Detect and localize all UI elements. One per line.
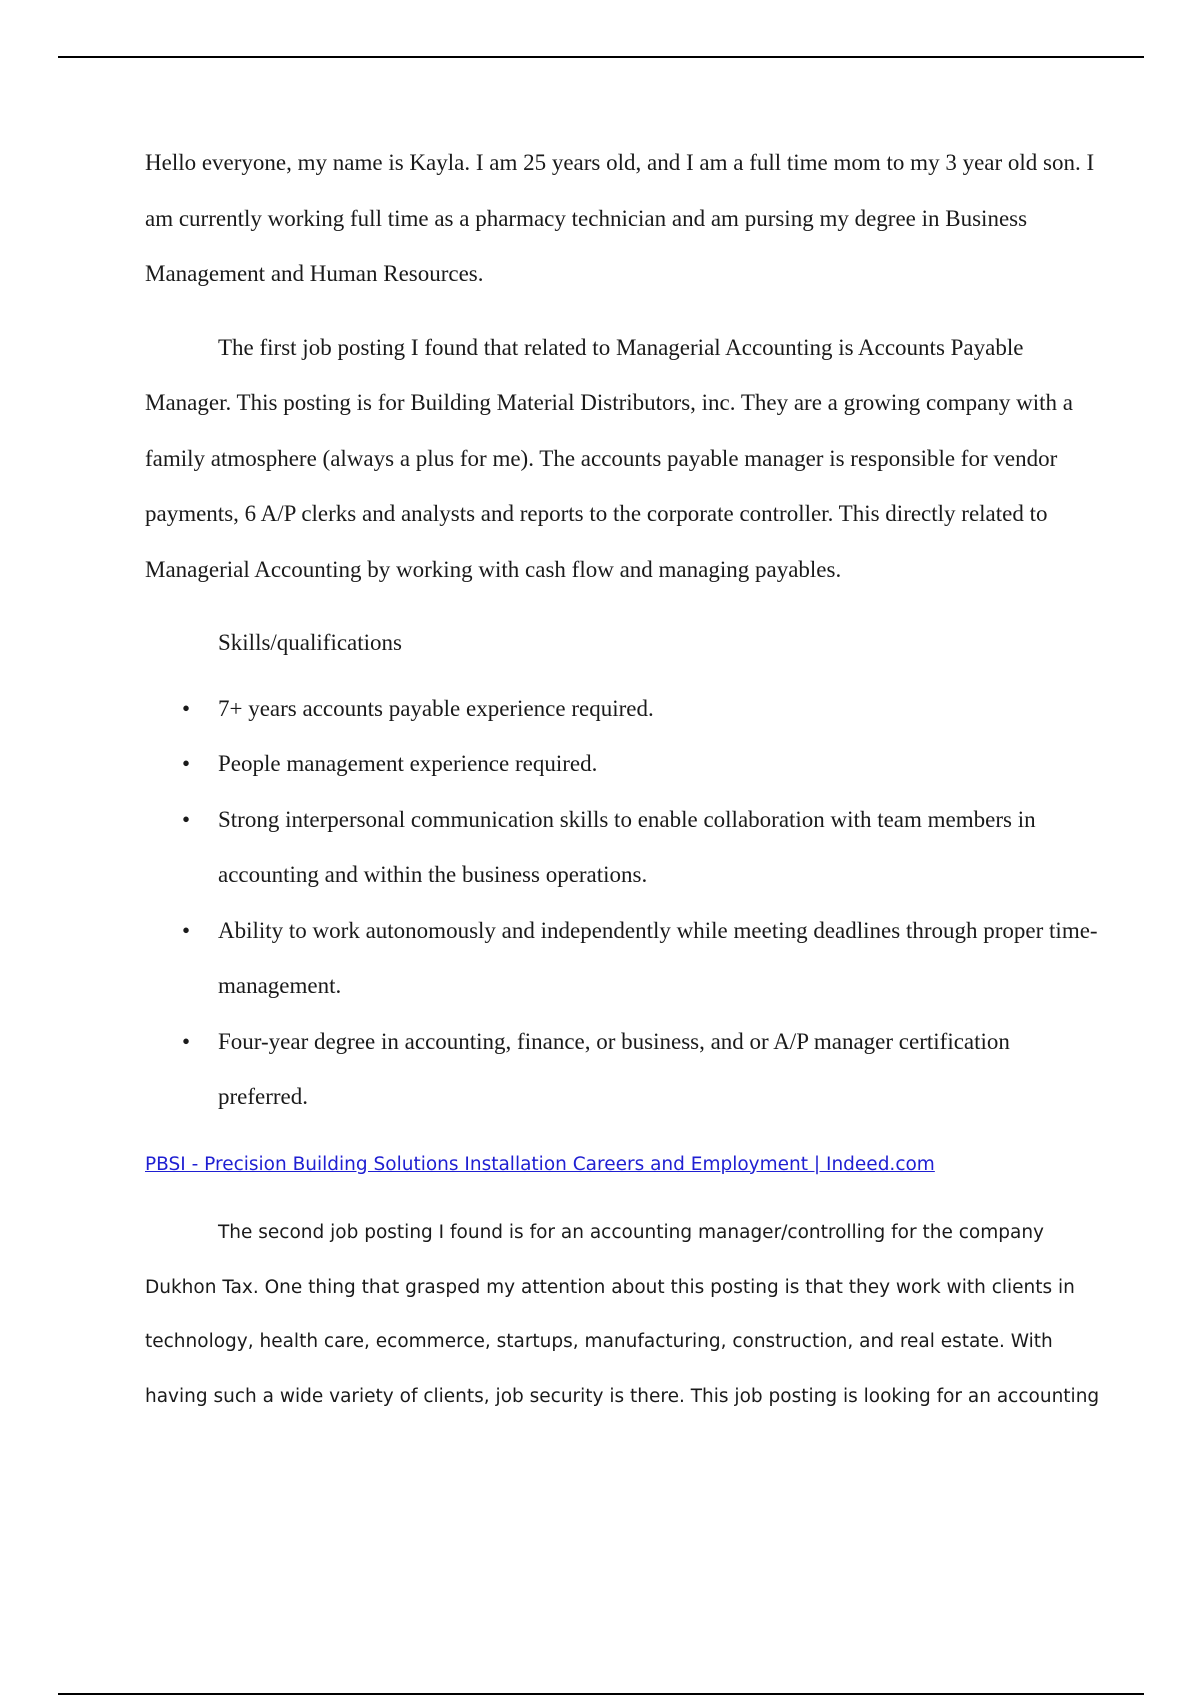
skill-text: Ability to work autonomously and independently while meeting deadlines through proper time-management. (218, 917, 1098, 998)
job2-paragraph: The second job posting I found is for an accounting manager/controlling for the company Dukhon Tax. One thing that grasped my attention about this posting is that they work with clients in technology, health care, ecommerce, startups, manufacturing, construction, and real estate. With having such a wide variety of clients, job security is there. This job posting is looking for an accounting (145, 1222, 1100, 1407)
skills-list-item (145, 681, 1100, 737)
bottom-rule (58, 1693, 1144, 1695)
skills-heading: Skills/qualifications (218, 630, 402, 655)
bullet-icon: • (182, 695, 191, 721)
job1-paragraph: The first job posting I found that related to Managerial Accounting is Accounts Payable Manager. This posting is for Building Material Distributors, inc. They are a growing company with a family atmosphere (always a plus for me). The accounts payable manager is responsible for vendor payments, 6 A/P clerks and analysts and reports to the corporate controller. This directly related to Managerial Accounting by working with cash flow and managing payables. (145, 334, 1073, 582)
top-rule (58, 56, 1144, 58)
skills-list-item (145, 1014, 1100, 1125)
indeed-job-link[interactable]: PBSI - Precision Building Solutions Installation Careers and Employment | Indeed.com (145, 1153, 935, 1175)
skills-list (145, 681, 1100, 1125)
document-body (145, 135, 1100, 1424)
skill-text: Strong interpersonal communication skills to enable collaboration with team members in accounting and within the business operations. (218, 806, 1036, 887)
bullet-icon: • (182, 917, 191, 943)
skill-text: People management experience required. (218, 751, 598, 776)
intro-paragraph: Hello everyone, my name is Kayla. I am 25 years old, and I am a full time mom to my 3 year old son. I am currently working full time as a pharmacy technician and am pursing my degree in Business Management and Human Resources. (145, 150, 1095, 286)
skills-list-item (145, 903, 1100, 1014)
skill-text: Four-year degree in accounting, finance, or business, and or A/P manager certification preferred. (218, 1028, 1010, 1109)
skills-list-item (145, 792, 1100, 903)
bullet-icon: • (182, 1028, 191, 1054)
skill-text: 7+ years accounts payable experience required. (218, 695, 654, 721)
bullet-icon: • (182, 806, 191, 832)
bullet-icon: • (182, 751, 191, 776)
skills-list-item (145, 736, 1100, 792)
